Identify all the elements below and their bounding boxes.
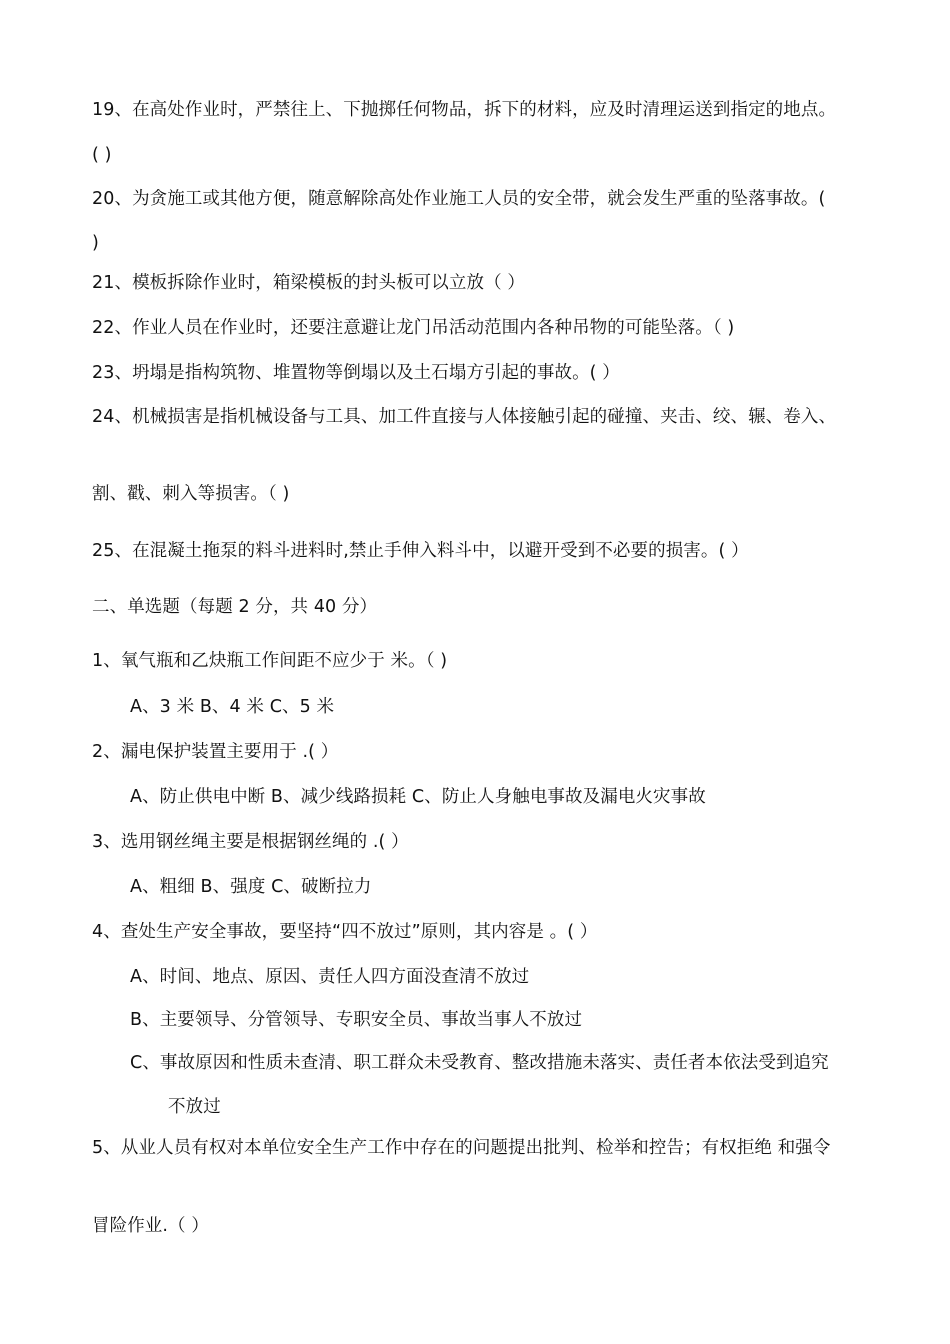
mc-question-4: 4、查处生产安全事故，要坚持“四不放过”原则，其内容是 。( ） [92, 922, 598, 942]
mc-question-2: 2、漏电保护装置主要用于 .( ） [92, 742, 339, 762]
question-23: 23、坍塌是指构筑物、堆置物等倒塌以及土石塌方引起的事故。( ） [92, 363, 620, 383]
mc-question-4-option-b: B、主要领导、分管领导、专职安全员、事故当事人不放过 [130, 1010, 583, 1030]
question-19-line-2: ( ) [92, 145, 112, 165]
mc-question-1-options: A、3 米 B、4 米 C、5 米 [130, 697, 335, 717]
question-24-line-1: 24、机械损害是指机械设备与工具、加工件直接与人体接触引起的碰撞、夹击、绞、辗、卷入、 [92, 407, 837, 427]
question-22: 22、作业人员在作业时，还要注意避让龙门吊活动范围内各种吊物的可能坠落。（ ) [92, 318, 735, 338]
question-20-line-2: ) [92, 233, 99, 253]
question-20-line-1: 20、为贪施工或其他方便，随意解除高处作业施工人员的安全带，就会发生严重的坠落事故。( [92, 189, 826, 209]
mc-question-4-option-c-cont: 不放过 [168, 1097, 221, 1117]
mc-question-2-options: A、防止供电中断 B、减少线路损耗 C、防止人身触电事故及漏电火灾事故 [130, 787, 706, 807]
mc-question-4-option-a: A、时间、地点、原因、责任人四方面没查清不放过 [130, 967, 530, 987]
mc-question-3-options: A、粗细 B、强度 C、破断拉力 [130, 877, 372, 897]
mc-question-4-option-c: C、事故原因和性质未查清、职工群众未受教育、整改措施未落实、责任者本依法受到追究 [130, 1053, 829, 1073]
mc-question-3: 3、选用钢丝绳主要是根据钢丝绳的 .( ） [92, 832, 409, 852]
question-19-line-1: 19、在高处作业时，严禁往上、下抛掷任何物品，拆下的材料，应及时清理运送到指定的地点。 [92, 100, 837, 120]
question-21: 21、模板拆除作业时，箱梁模板的封头板可以立放（ ） [92, 273, 525, 293]
mc-question-1: 1、氧气瓶和乙炔瓶工作间距不应少于 米。（ ) [92, 651, 448, 671]
section-heading-single-choice: 二、单选题（每题 2 分，共 40 分） [92, 597, 378, 617]
mc-question-5-line-1: 5、从业人员有权对本单位安全生产工作中存在的问题提出批判、检举和控告；有权拒绝 和强令 [92, 1138, 831, 1158]
question-25: 25、在混凝土拖泵的料斗进料时,禁止手伸入料斗中，以避开受到不必要的损害。( ） [92, 541, 749, 561]
mc-question-5-line-2: 冒险作业.（ ） [92, 1216, 209, 1236]
question-24-line-2: 割、戳、刺入等损害。（ ) [92, 484, 290, 504]
